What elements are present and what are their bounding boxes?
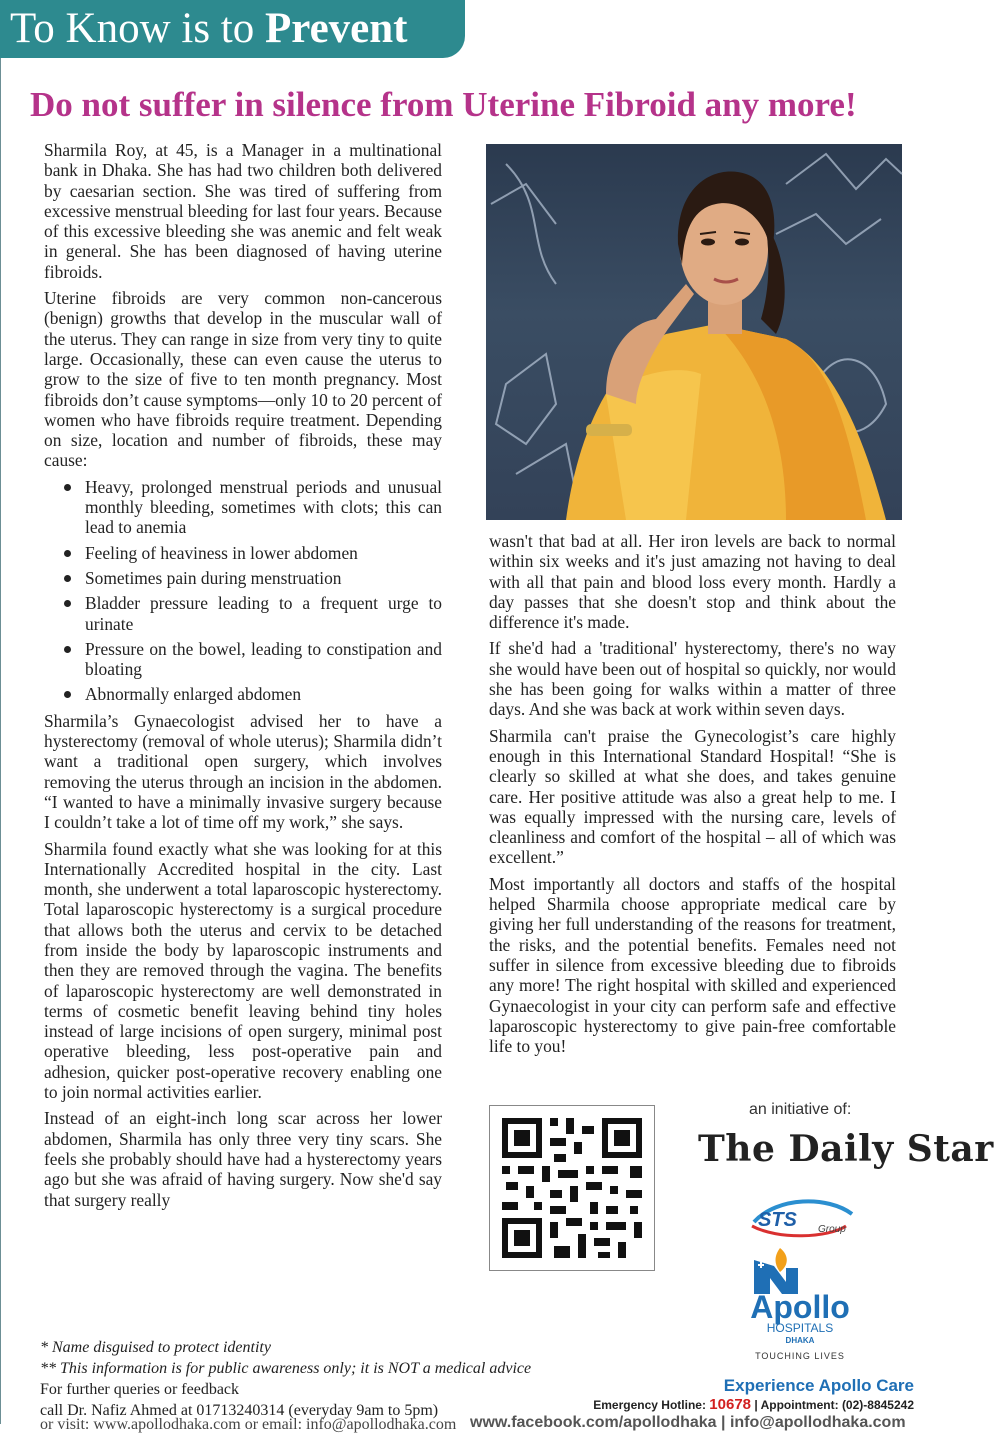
qr-code[interactable] — [489, 1105, 655, 1271]
left-paragraph-3: Sharmila’s Gynaecologist advised her to have a hysterectomy (removal of whole uterus); Sharmila didn’t want a traditional open surgery, which involves removing the uterus through an incision in the abdomen. “I wanted to have a minimally invasive surgery because I couldn’t take a lot of time off my work,” she says. — [44, 710, 442, 833]
sts-logo-group: Group — [818, 1224, 846, 1235]
woman-photo — [486, 144, 902, 520]
symptom-item: Bladder pressure leading to a frequent urge to urinate — [44, 593, 442, 634]
left-paragraph-4: Sharmila found exactly what she was looking for at this Internationally Accredited hospital in the city. Last month, she underwent a total laparoscopic hysterectomy. Total laparoscopic hysterectomy is a surgical procedure that allows both the uterus and cervix to be detached from inside the body by laparoscopic instruments and then they are removed through the vagina. The benefits of laparoscopic hysterectomy are well demonstrated in terms of cosmetic benefit leaving behind tiny holes instead of large incisions of open surgery, minimal post operative bleeding, less post-operative pain and adhesion, quicker post-operative recovery enabling one to join normal activities earlier. — [44, 838, 442, 1103]
apollo-tagline: TOUCHING LIVES — [755, 1351, 845, 1361]
left-paragraph-5: Instead of an eight-inch long scar across her lower abdomen, Sharmila has only three very tiny scars. She feels she probably should have had a hysterectomy years ago but she was afraid of having surgery. Now she'd say that surgery really — [44, 1108, 442, 1210]
apollo-logo-icon — [740, 1242, 860, 1362]
hotline-label: Emergency Hotline: — [593, 1398, 706, 1412]
symptom-item: Sometimes pain during menstruation — [44, 568, 442, 588]
photo-illustration — [486, 144, 902, 520]
experience-tagline: Experience Apollo Care — [723, 1376, 914, 1395]
queries-line: For further queries or feedback — [40, 1381, 240, 1398]
footnotes — [40, 1337, 531, 1421]
web-links[interactable]: www.facebook.com/apollodhaka | info@apollodhaka.com — [470, 1414, 906, 1431]
symptom-list — [44, 477, 442, 705]
left-column — [44, 140, 442, 1216]
note-identity: * Name disguised to protect identity — [40, 1339, 271, 1356]
apollo-logo — [740, 1242, 860, 1362]
visit-line: or visit: www.apollodhaka.com or email: info@apollodhaka.com — [40, 1416, 457, 1433]
daily-star-logo: The Daily Star — [698, 1128, 994, 1170]
symptom-item: Feeling of heaviness in lower abdomen — [44, 543, 442, 563]
symptom-item: Heavy, prolonged menstrual periods and unusual monthly bleeding, sometimes with clots; this can lead to anemia — [44, 477, 442, 538]
appointment-number[interactable]: (02)-8845242 — [841, 1398, 914, 1412]
right-column — [489, 531, 896, 1062]
left-paragraph-1: Sharmila Roy, at 45, is a Manager in a multinational bank in Dhaka. She has had two children both delivered by caesarian section. She was tired of suffering from excessive menstrual bleeding for last four years. Because of this excessive bleeding she was anemic and felt weak in general. She has been diagnosed of having uterine fibroids. — [44, 140, 442, 282]
headline: Do not suffer in silence from Uterine Fibroid any more! — [30, 85, 857, 124]
right-paragraph-2: If she'd had a 'traditional' hysterectomy, there's no way she would have been out of hospital so quickly, nor would she has been going for walks within a matter of three days. And she was back at work within seven days. — [489, 638, 896, 720]
symptom-item: Pressure on the bowel, leading to constipation and bloating — [44, 639, 442, 680]
sts-logo-name: STS — [758, 1209, 797, 1231]
right-paragraph-3: Sharmila can't praise the Gynecologist’s care highly enough in this International Standard Hospital! “She is clearly so skilled at what she does, and takes genuine care. Her positive attitude was also a great help to me. I was equally impressed with the nursing care, levels of cleanliness and comfort of the hospital – all of which was excellent.” — [489, 725, 896, 868]
appointment-label: Appointment: — [760, 1398, 839, 1412]
symptom-item: Abnormally enlarged abdomen — [44, 684, 442, 704]
left-paragraph-2: Uterine fibroids are very common non-cancerous (benign) growths that develop in the muscular wall of the uterus. They can range in size from very tiny to quite large. Occasionally, these can even cause the uterus to grow to the size of five to ten month pregnancy. Most fibroids don’t cause symptoms—only 10 to 20 percent of women who have fibroids require treatment. Depending on size, location and number of fibroids, these may cause: — [44, 288, 442, 471]
note-disclaimer: ** This information is for public awareness only; it is NOT a medical advice — [40, 1360, 532, 1377]
section-banner — [0, 0, 465, 58]
sts-group-logo — [748, 1196, 858, 1240]
hotline-number[interactable]: 10678 — [709, 1396, 752, 1413]
apollo-logo-hospitals: HOSPITALS — [766, 1321, 834, 1335]
banner-prefix: To Know is to — [10, 5, 255, 52]
banner-bold: Prevent — [265, 5, 408, 52]
hotline-line — [593, 1396, 914, 1413]
separator: | — [754, 1398, 761, 1412]
call-line: call Dr. Nafiz Ahmed at 01713240314 (everyday 9am to 5pm) — [40, 1402, 439, 1419]
apollo-logo-city: DHAKA — [785, 1336, 815, 1345]
qr-code-icon — [490, 1106, 654, 1270]
initiative-label: an initiative of: — [749, 1101, 852, 1118]
sts-logo-icon — [748, 1196, 858, 1240]
apollo-logo-name: Apollo — [750, 1289, 850, 1325]
right-paragraph-1: wasn't that bad at all. Her iron levels are back to normal within six weeks and it's just amazing not having to deal with all that pain and blood loss every month. Hardly a day passes that she doesn't stop and think about the difference it's made. — [489, 531, 896, 633]
right-paragraph-4: Most importantly all doctors and staffs of the hospital helped Sharmila choose appropriate medical care by giving her full understanding of the reasons for treatment, the risks, and the potential benefits. Females need not suffer in silence from excessive bleeding due to fibroids any more! The right hospital with skilled and experienced Gynaecologist in your city can perform safe and effective laparoscopic hysterectomy to give pain-free comfortable life to you! — [489, 873, 896, 1057]
